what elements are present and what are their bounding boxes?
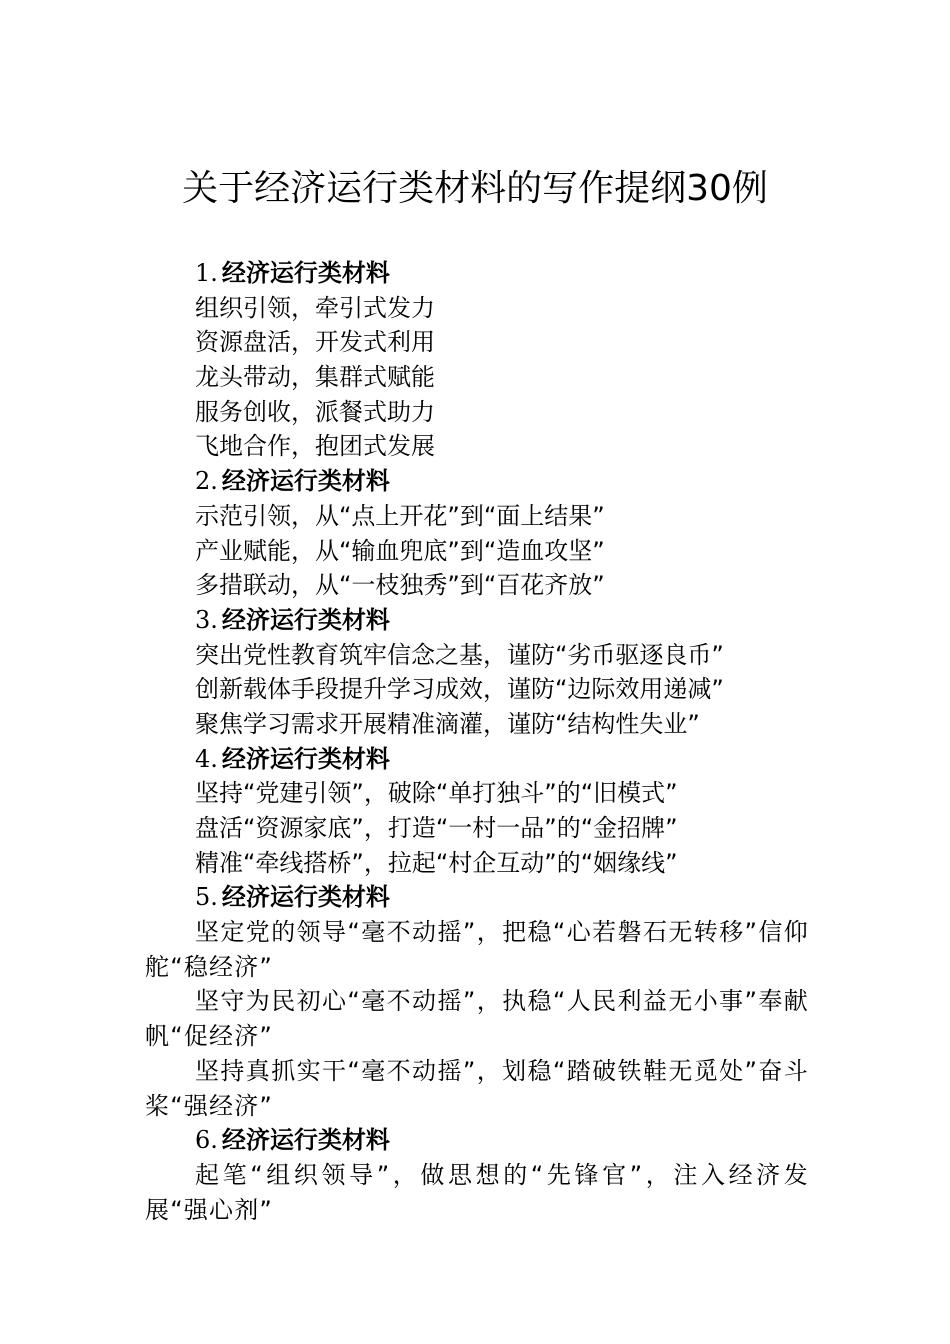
section-title: 经济运行类材料 [221,467,390,496]
outline-line: 多措联动，从“一枝独秀”到“百花齐放” [195,571,605,600]
section-heading [145,603,809,638]
section-title: 经济运行类材料 [221,605,390,634]
section-heading [145,880,809,915]
outline-paragraph: 起笔“组织领导”，做思想的“先锋官”，注入经济发展“强心剂” [145,1160,809,1224]
outline-line: 盘活“资源家底”，打造“一村一品”的“金招牌” [195,814,678,842]
outline-line: 龙头带动，集群式赋能 [195,363,435,392]
outline-line: 聚焦学习需求开展精准滴灌，谨防“结构性失业” [195,709,700,738]
outline-paragraph: 坚守为民初心“毫不动摇”，执稳“人民利益无小事”奉献帆“促经济” [145,987,809,1051]
outline-line: 创新载体手段提升学习成效，谨防“边际效用递减” [195,675,724,704]
outline-line: 坚持“党建引领”，破除“单打独斗”的“旧模式” [195,779,678,808]
section-number: 4. [195,744,218,773]
outline-line: 示范引领，从“点上开花”到“面上结果” [195,501,605,530]
section-number: 5. [195,883,218,912]
document-body [145,256,809,1227]
section-heading [145,742,809,777]
outline-line: 服务创收，派餐式助力 [195,397,435,426]
section-number: 6. [195,1126,218,1155]
outline-line: 飞地合作，抱团式发展 [195,432,435,461]
section-number: 1. [195,259,218,287]
section-number: 3. [195,605,218,634]
section-number: 2. [195,467,218,496]
section-title: 经济运行类材料 [221,1126,390,1155]
outline-line: 突出党性教育筑牢信念之基，谨防“劣币驱逐良币” [195,640,724,669]
section-heading [145,1123,809,1158]
section-title: 经济运行类材料 [221,744,390,773]
document-title: 关于经济运行类材料的写作提纲30例 [182,168,768,209]
outline-line: 资源盘活，开发式利用 [195,328,435,357]
outline-line: 精准“牵线搭桥”，拉起“村企互动”的“姻缘线” [195,848,678,877]
outline-line: 产业赋能，从“输血兜底”到“造血攻坚” [195,536,605,565]
section-heading [145,256,809,291]
section-title: 经济运行类材料 [221,259,390,287]
outline-paragraph: 坚持真抓实干“毫不动摇”，划稳“踏破铁鞋无觅处”奋斗桨“强经济” [145,1056,809,1120]
section-title: 经济运行类材料 [221,883,390,912]
outline-line: 组织引领，牵引式发力 [195,293,435,322]
outline-paragraph: 坚定党的领导“毫不动摇”，把稳“心若磐石无转移”信仰舵“稳经济” [145,918,809,981]
section-heading [145,464,809,499]
